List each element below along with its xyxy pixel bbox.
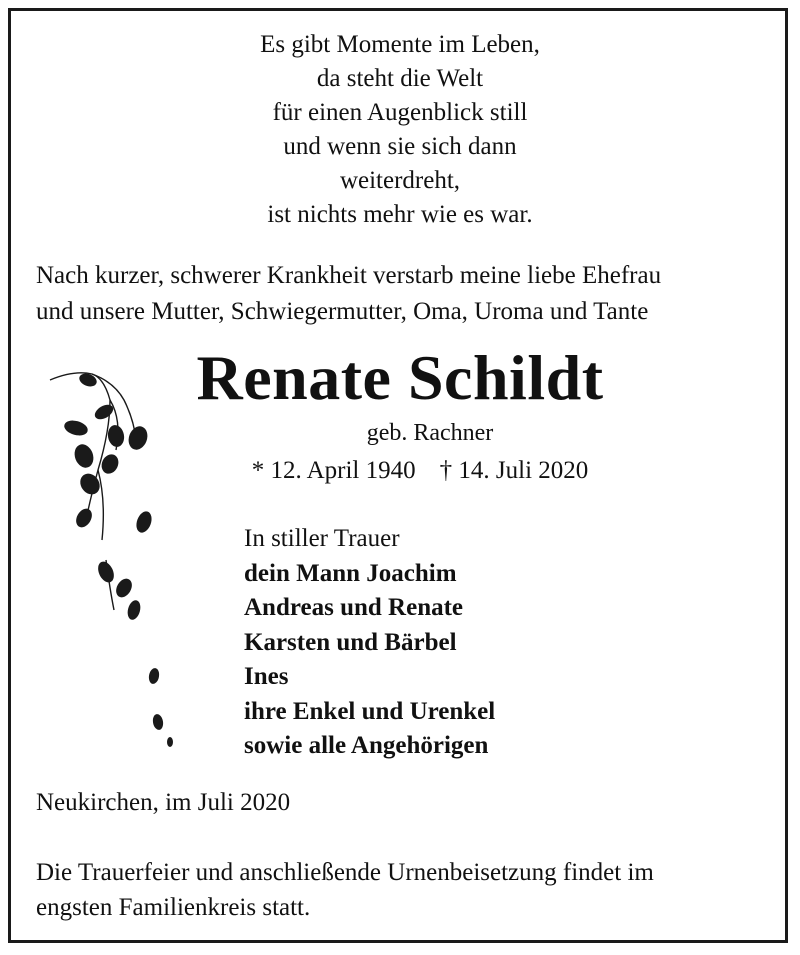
poem-line: weiterdreht, bbox=[339, 167, 461, 194]
poem-line: Es gibt Momente im Leben, bbox=[260, 31, 540, 58]
poem-line: da steht die Welt bbox=[316, 65, 484, 92]
poem bbox=[0, 28, 800, 232]
maiden-name: geb. Rachner bbox=[366, 420, 494, 446]
service-line: Die Trauerfeier und anschließende Urnenbeisetzung findet im bbox=[36, 859, 654, 886]
mourner-name: Ines bbox=[244, 663, 289, 690]
poem-line: ist nichts mehr wie es war. bbox=[267, 201, 533, 228]
mourner-name: dein Mann Joachim bbox=[244, 559, 457, 587]
life-dates bbox=[0, 455, 800, 487]
intro-line: und unsere Mutter, Schwiegermutter, Oma, Uroma und Tante bbox=[36, 298, 649, 325]
intro-text bbox=[36, 258, 776, 330]
place-date: Neukirchen, im Juli 2020 bbox=[36, 789, 291, 816]
poem-line: und wenn sie sich dann bbox=[283, 133, 517, 160]
service-line: engsten Familienkreis statt. bbox=[36, 894, 311, 921]
mourner-name: ihre Enkel und Urenkel bbox=[244, 697, 496, 725]
mourning-heading: In stiller Trauer bbox=[244, 525, 400, 552]
mourners-block bbox=[244, 522, 495, 764]
intro-line: Nach kurzer, schwerer Krankheit verstarb meine liebe Ehefrau bbox=[36, 262, 662, 289]
birth-date: * 12. April 1940 bbox=[251, 457, 416, 484]
mourner-name: sowie alle Angehörigen bbox=[244, 732, 489, 759]
poem-line: für einen Augenblick still bbox=[272, 99, 528, 126]
deceased-name: Renate Schildt bbox=[196, 342, 604, 413]
mourner-name: Karsten und Bärbel bbox=[244, 628, 457, 656]
service-note bbox=[36, 855, 654, 925]
death-date: † 14. Juli 2020 bbox=[439, 457, 589, 484]
mourner-name: Andreas und Renate bbox=[244, 594, 464, 621]
